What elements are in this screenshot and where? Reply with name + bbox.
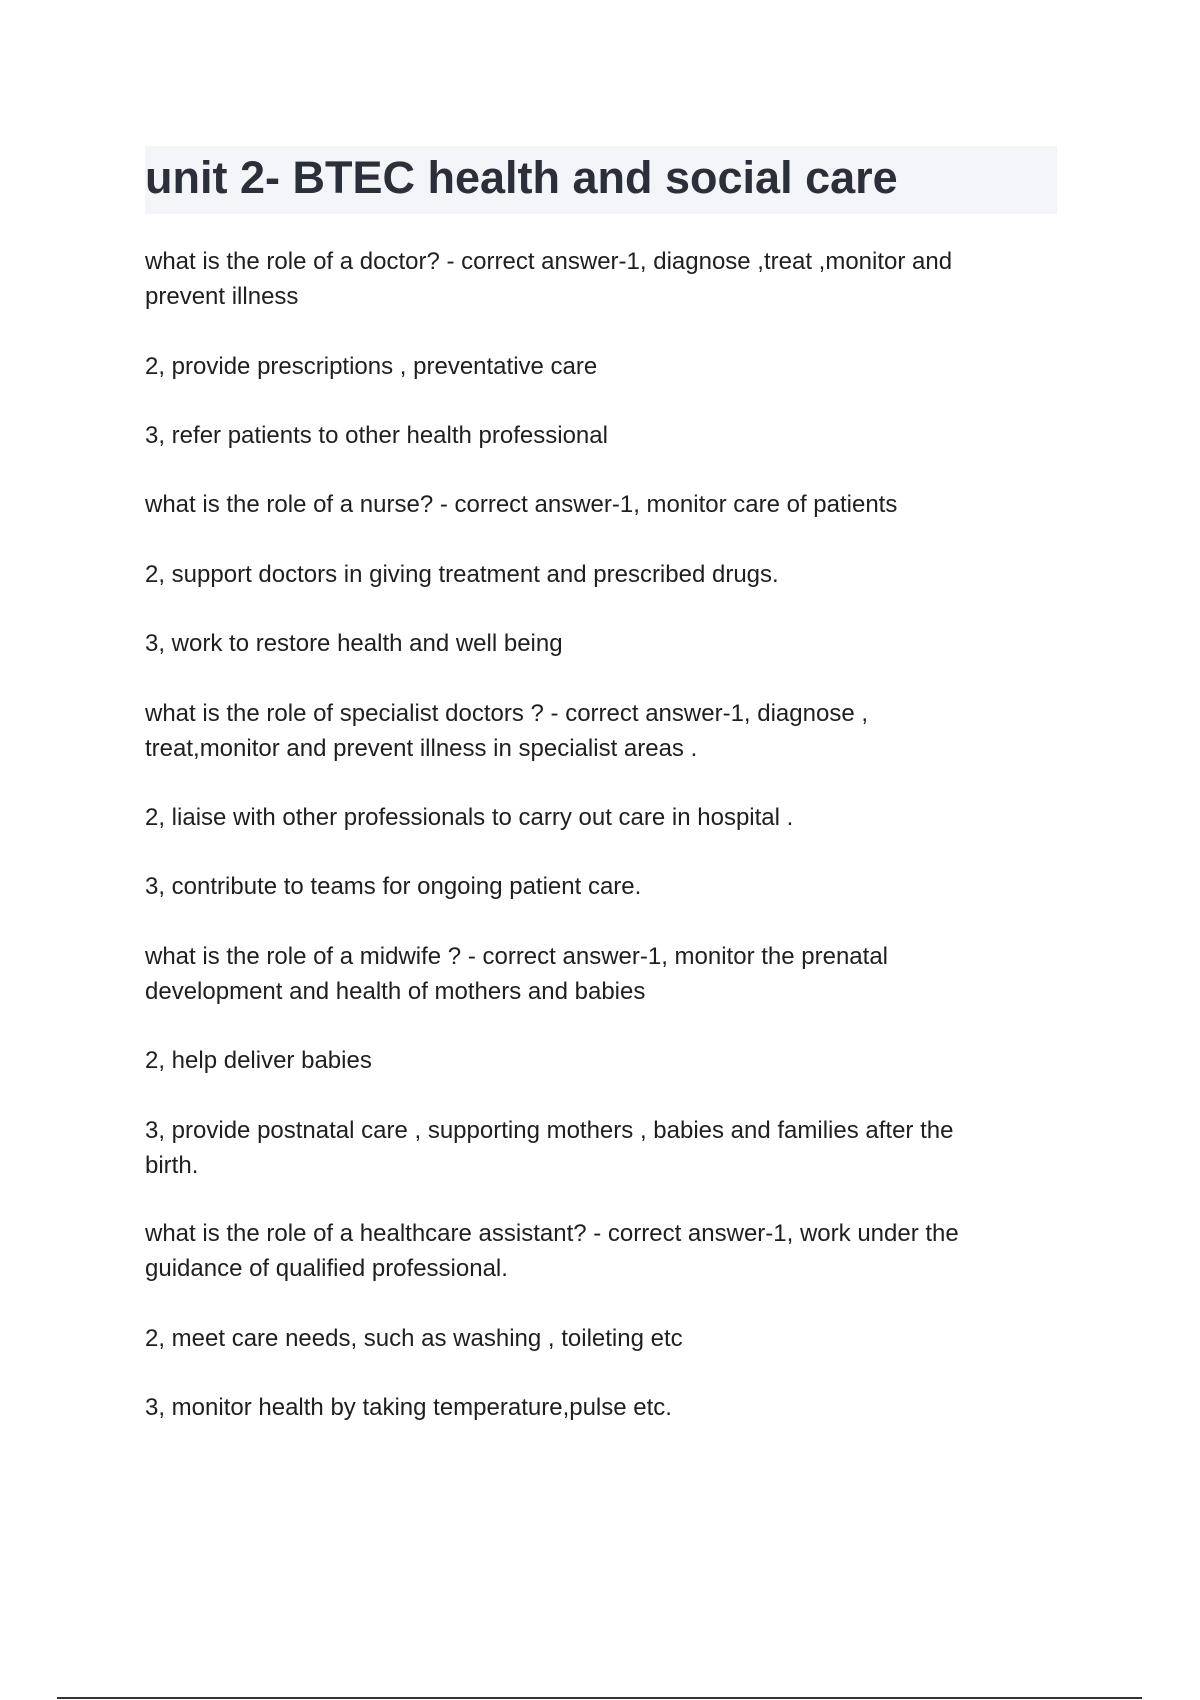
footer-divider: [57, 1697, 1142, 1699]
paragraph-line: 2, meet care needs, such as washing , toileting etc: [145, 1325, 683, 1352]
title-banner: [145, 146, 1057, 214]
paragraph-line: development and health of mothers and babies: [145, 978, 646, 1005]
paragraph-line: 2, liaise with other professionals to carry out care in hospital .: [145, 804, 794, 831]
paragraph-line: birth.: [145, 1152, 199, 1179]
paragraph-line: treat,monitor and prevent illness in specialist areas .: [145, 735, 698, 762]
paragraph-doctor-question: [145, 244, 1050, 314]
paragraph-nurse-answer-3: [145, 626, 1050, 661]
paragraph-midwife-question: [145, 939, 1050, 1009]
paragraph-line: 3, contribute to teams for ongoing patient care.: [145, 873, 642, 900]
paragraph-doctor-answer-3: [145, 418, 1050, 453]
paragraph-midwife-answer-3: [145, 1113, 1050, 1183]
paragraph-doctor-answer-2: [145, 349, 1050, 384]
paragraph-line: 2, help deliver babies: [145, 1047, 372, 1074]
paragraph-line: 3, work to restore health and well being: [145, 630, 563, 657]
paragraph-specialist-answer-3: [145, 869, 1050, 904]
paragraph-nurse-answer-2: [145, 557, 1050, 592]
paragraph-line: 3, refer patients to other health professional: [145, 422, 608, 449]
paragraph-specialist-question: [145, 696, 1050, 766]
paragraph-line: what is the role of a healthcare assistant? - correct answer-1, work under the: [145, 1220, 959, 1247]
paragraph-line: what is the role of a nurse? - correct answer-1, monitor care of patients: [145, 491, 898, 518]
paragraph-line: what is the role of a midwife ? - correct answer-1, monitor the prenatal: [145, 943, 888, 970]
paragraph-line: what is the role of a doctor? - correct answer-1, diagnose ,treat ,monitor and: [145, 248, 953, 275]
paragraph-midwife-answer-2: [145, 1043, 1050, 1078]
paragraph-line: guidance of qualified professional.: [145, 1255, 508, 1282]
paragraph-specialist-answer-2: [145, 800, 1050, 835]
paragraph-line: what is the role of specialist doctors ? - correct answer-1, diagnose ,: [145, 700, 868, 727]
paragraph-line: 3, provide postnatal care , supporting mothers , babies and families after the: [145, 1117, 954, 1144]
paragraph-line: 3, monitor health by taking temperature,pulse etc.: [145, 1394, 672, 1421]
paragraph-hca-answer-2: [145, 1321, 1050, 1356]
paragraph-nurse-question: [145, 487, 1050, 522]
paragraph-hca-answer-3: [145, 1390, 1050, 1425]
page-title: unit 2- BTEC health and social care: [145, 152, 898, 203]
paragraph-line: 2, provide prescriptions , preventative care: [145, 353, 598, 380]
paragraph-line: prevent illness: [145, 283, 299, 310]
paragraph-hca-question: [145, 1216, 1050, 1286]
paragraph-line: 2, support doctors in giving treatment and prescribed drugs.: [145, 561, 779, 588]
